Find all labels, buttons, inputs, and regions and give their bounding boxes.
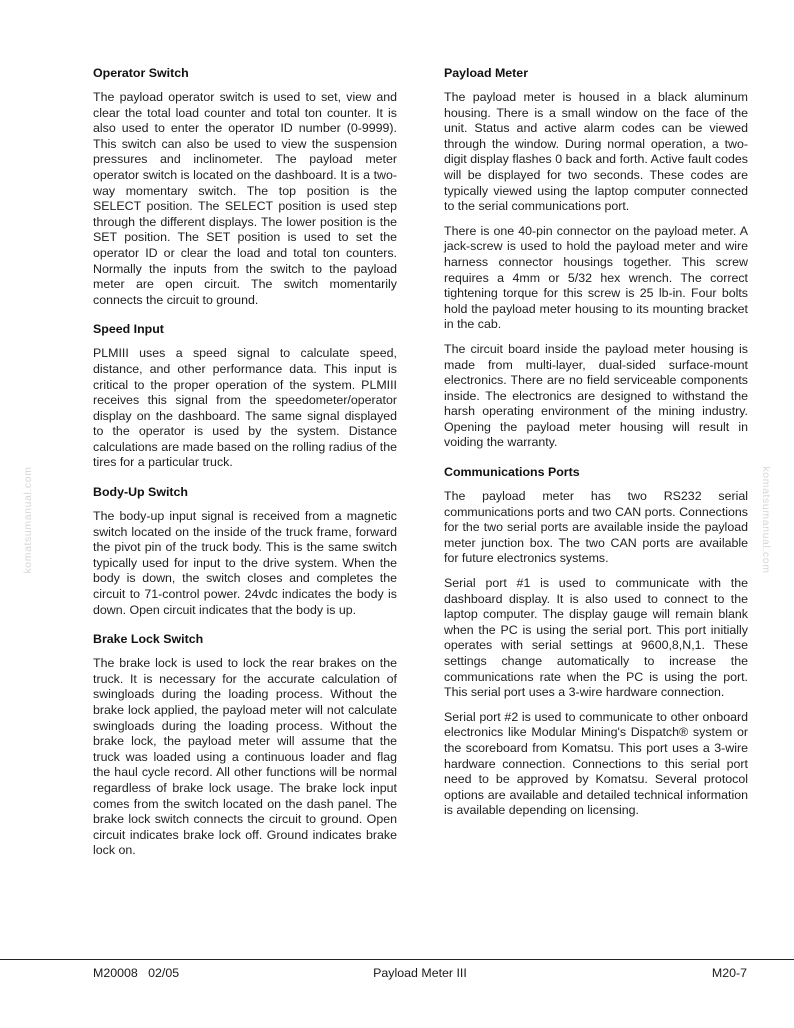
section-payload-meter [444, 66, 748, 451]
paragraph: The payload operator switch is used to set, view and clear the total load counter and total ton counter. It is also used to enter the operator ID number (0-9999). This switch can also be used to view the suspension pressures and inclinometer. The payload meter operator switch is located on the dashboard. It is a two-way momentary switch. The top position is the SELECT position. The SELECT position is used step through the different displays. The lower position is the SET position. The SET position is used to set the operator ID or clear the load and total ton counters. Normally the inputs from the switch to the payload meter are open circuit. The switch momentarily connects the circuit to ground. [93, 90, 397, 307]
paragraph: PLMIII uses a speed signal to calculate speed, distance, and other performance data. This input is critical to the proper operation of the system. PLMIII receives this signal from the speedometer/operator display on the dashboard. The same signal displayed to the operator is used by the system. Distance calculations are made based on the rolling radius of the tires for a particular truck. [93, 346, 397, 470]
section-heading: Communications Ports [444, 465, 580, 480]
paragraph: The body-up input signal is received from a magnetic switch located on the inside of the truck frame, forward the pivot pin of the truck body. This is the same switch typically used for input to the drive system. When the body is down, the switch closes and completes the circuit to 71-control power. 24vdc indicates the body is down. Open circuit indicates that the body is up. [93, 509, 397, 617]
paragraph: There is one 40-pin connector on the payload meter. A jack-screw is used to hold the payload meter and wire harness connector housings together. This screw requires a 4mm or 5/32 hex wrench. The correct tightening torque for this screw is 25 lb-in. Four bolts hold the payload meter housing to its mounting bracket in the cab. [444, 223, 748, 332]
paragraph: The brake lock is used to lock the rear brakes on the truck. It is necessary for the accurate calculation of swingloads during the loading process. Without the brake lock applied, the payload meter will not calculate swingloads during the loading process. Without the brake lock, the payload meter will assume that the truck was loaded using a continuous loader and flag the haul cycle record. All other functions will be normal regardless of brake lock usage. The brake lock input comes from the switch located on the dash panel. The brake lock switch connects the circuit to ground. Open circuit indicates brake lock off. Ground indicates brake lock on. [93, 656, 397, 858]
section-heading: Body-Up Switch [93, 485, 188, 500]
paragraph: The payload meter is housed in a black aluminum housing. There is a small window on the face of the unit. Status and active alarm codes can be viewed through the window. During normal operation, a two-digit display flashes 0 back and forth. Active fault codes will be displayed for two seconds. These codes are typically viewed using the laptop computer connected to the serial communications port. [444, 90, 748, 214]
right-column [444, 66, 748, 833]
section-communications-ports [444, 465, 748, 819]
section-heading: Payload Meter [444, 66, 529, 80]
paragraph: The payload meter has two RS232 serial communications ports and two CAN ports. Connections for the two serial ports are available inside the payload meter junction box. The two CAN ports are available for future electronics systems. [444, 489, 748, 566]
section-heading: Operator Switch [93, 66, 189, 80]
watermark-left: komatsumanual.com [22, 466, 34, 574]
section-operator-switch [93, 66, 397, 308]
section-speed-input [93, 322, 397, 471]
footer-page-number: M20-7 [711, 966, 747, 980]
watermark-right: komatsumanual.com [760, 466, 772, 574]
section-body-up-switch [93, 485, 397, 618]
left-column [93, 66, 397, 873]
section-heading: Speed Input [93, 322, 164, 337]
footer-title: Payload Meter III [373, 966, 467, 980]
section-heading: Brake Lock Switch [93, 632, 204, 647]
footer-divider [0, 959, 794, 960]
footer-document-code: M20008 02/05 [93, 966, 180, 980]
paragraph: Serial port #2 is used to communicate to other onboard electronics like Modular Mining's Dispatch® system or the scoreboard from Komatsu. This port uses a 3-wire hardware connection. Connections to this serial port need to be approved by Komatsu. Several protocol options are available and detailed technical information is available depending on licensing. [444, 709, 748, 818]
paragraph: The circuit board inside the payload meter housing is made from multi-layer, dual-sided surface-mount electronics. There are no field serviceable components inside. The electronics are designed to withstand the harsh operating environment of the mining industry. Opening the payload meter housing will result in voiding the warranty. [444, 341, 748, 450]
paragraph: Serial port #1 is used to communicate with the dashboard display. It is also used to connect to the laptop computer. The display gauge will remain blank when the PC is using the serial port. This port initially operates with serial settings at 9600,8,N,1. These settings change automatically to increase the communications rate when the PC is using the port. This serial port uses a 3-wire hardware connection. [444, 576, 748, 700]
section-brake-lock-switch [93, 632, 397, 859]
